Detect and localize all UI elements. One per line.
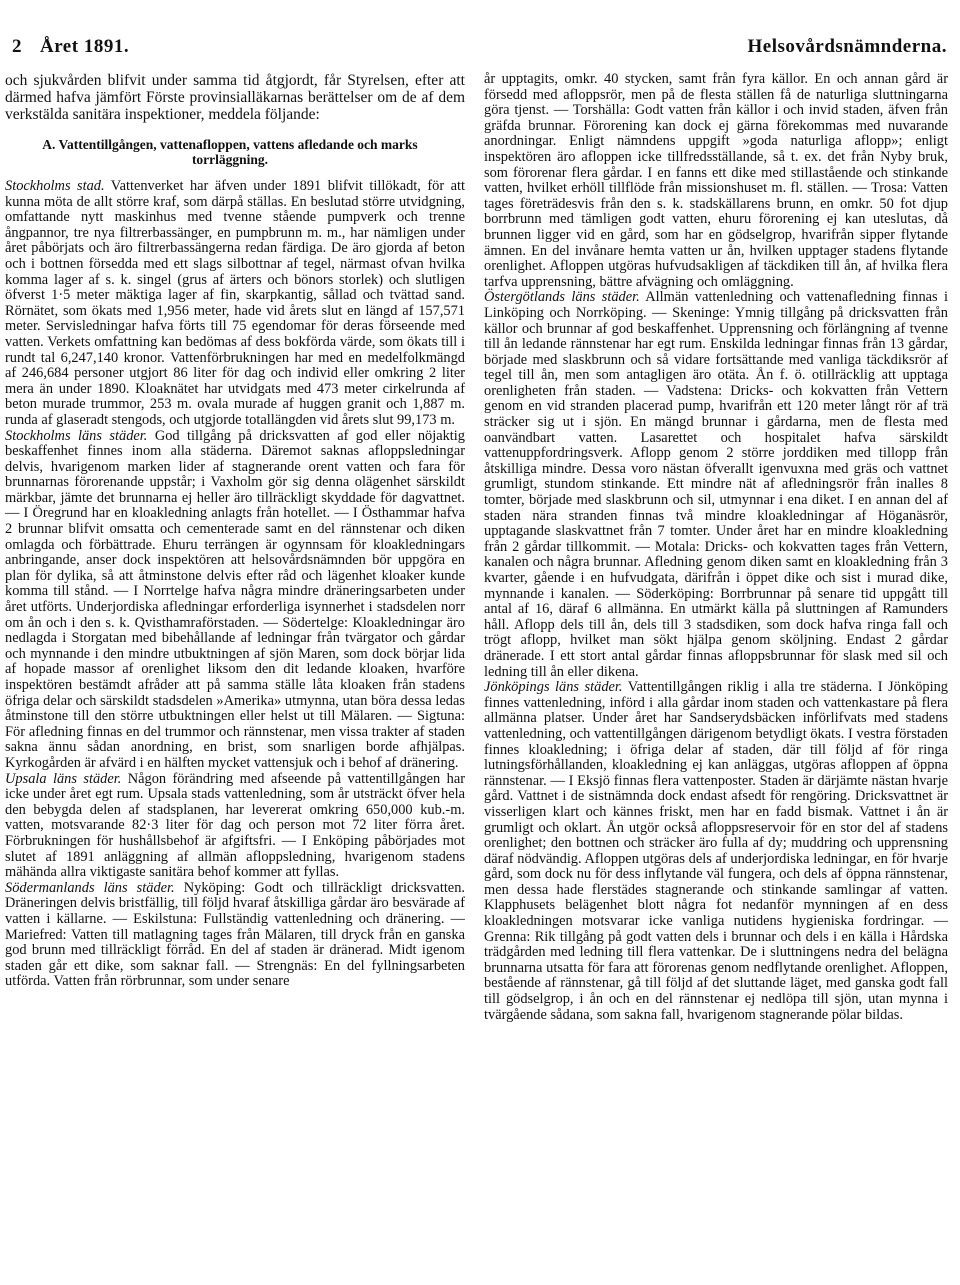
- paragraph-body: Nyköping: Godt och tillräckligt dricksvatten. Dräneringen delvis bristfällig, till följd hvaraf åtskilliga gårdar äro besvärade af vatten i källarne. — Eskilstuna: Fullständig vattenledning och dränering. — Mariefred: Vatten till matlagning tages från Mälaren, till dryck från en ganska god brunn med tillräckligt förråd. En del af staden är dränerad. Midt igenom staden går ett dike, som saknar fall. — Strengnäs: En del fyllningsarbeten utförda. Vatten från rörbrunnar, som under senare: [5, 879, 465, 990]
- paragraph-sodermanlands-lan: [5, 881, 465, 990]
- paragraph-title: Stockholms läns städer.: [5, 427, 148, 444]
- running-title-section: Helsovårdsnämnderna.: [747, 36, 947, 57]
- paragraph-title: Upsala läns städer.: [5, 770, 122, 787]
- paragraph-upsala-lan: [5, 772, 465, 881]
- paragraph-jonkopings-lan: [484, 680, 948, 1023]
- running-title-year: Året 1891.: [40, 36, 130, 57]
- paragraph-stockholms-lan: [5, 429, 465, 772]
- paragraph-body: Någon förändring med afseende på vattentillgången har icke under året egt rum. Upsala stads vattenledning, som år utsträckt öfver hela den bebygda delen af stadsplanen, har levererat omkring 650,000 kub.-m. vatten, motsvarande 82·3 liter för dag och person mot 72 liter förra året. Förbrukningen för hushållsbehof är afgiftsfri. — I Enköping påbörjades mot slutet af 1891 anläggning af allmän afloppsledning, hvarigenom stadens mähända allra viktigaste sanitära behof kommer att fyllas.: [5, 770, 465, 881]
- paragraph-body: Allmän vattenledning och vattenafledning finnas i Linköping och Norrköping. — Skeninge: Ymnig tillgång på dricksvatten från källor och brunnar af god beskaffenhet. Upprensning och förlängning af tvenne till ån ledande rännstenar har egt rum. Enskilda ledningar finnas från 13 gårdar, började med slaskbrunn och så vidare fortsättande med vanliga täckdiksrör af tegel till ån, men som antagligen äro otäta. Ån f. ö. otillräcklig att upptaga orenligheten från staden. — Vadstena: Dricks- och kokvatten från Vettern genom en vid stranden placerad pump, hvarifrån ett 120 meter långt rör af trä sträcker sig ut i sjön. En mängd brunnar i gårdarna, men de flesta med oanvändbart vatten. Lasarettet och hospitalet hafva särskildt vattenuppfordringsverk. Aflopp genom 2 större jorddiken med tillopp från åtskilliga mindre. Dessa voro nästan öfverallt igenvuxna med gräs och vattnet grumligt, stundom stinkande. Ett mindre nät af afledningsrör från inalles 8 tomter, började med slaskbrunn och sil, utmynnar i ena diket. I en annan del af staden nära stranden finnas två mindre kloakledningar af Höganäsrör, upptagande slaskvattnet från 7 tomter. Under året har en mindre kloakledning från 2 gårdar tillkommit. — Motala: Dricks- och kokvatten tages från Vettern, kanalen och några brunnar. Afledning genom diken samt en kloakledning från 3 kvarter, gående i en hufvudgata, därifrån i öppet dike och sist i murad dike, mynnande i kanalen. — Söderköping: Borrbrunnar på senare tid uppgått till antal af 16, däraf 6 allmänna. En utmärkt källa på sluttningen af Ramunders håll. Aflopp dels till ån, dels till 3 stadsdiken, som dock hafva ringa fall och trögt aflopp, hvilket man sökt hjälpa genom sköljning. Endast 2 gårdar dränerade. I ett stort antal gårdar finnas afloppsbrunnar för slask med sil och ledning till ån eller dikena.: [484, 289, 948, 680]
- paragraph-stockholm: [5, 179, 465, 429]
- page-number: 2: [12, 36, 22, 57]
- section-heading: A. Vattentillgången, vattenafloppen, vattens afledande och marks torrläggning.: [42, 137, 418, 167]
- paragraph-ostergotlands-lan: [484, 290, 948, 680]
- left-column: [5, 72, 465, 1272]
- paragraph-body: Vattentillgången riklig i alla tre städerna. I Jönköping finnes vattenledning, införd i alla gårdar inom staden och vattenkastare på flera allmänna platser. Under året har Sandserydsbäcken införlifvats med stadens vattenledning, och vattentillgången därigenom betydligt ökats. I vestra förstaden finnes kloakledning; i öfriga delar af staden, där till följd af för ringa lutningsförhållanden, kloakledning ej kan anläggas, utgöras afloppen af öppna rännstenar. — I Eksjö finnas flera vattenposter. Staden är därjämte nästan hvarje gård. Vattnet i de sistnämnda dock endast afsedt för rengöring. Dricksvattnet är visserligen klart och kännes friskt, men har en fadd bismak. Vattnet i ån är grumligt och oklart. Ån utgör också afloppsreservoir för en stor del af stadens orenlighet; den bottnen och sträcker äro fulla af dy; muddring och upprensning däraf nödvändig. Afloppen utgöras dels af underjordiska ledningar, en för hvarje gård, som dock nu för dess inflytande väl fungera, och dels af öppna rännstenar, men dessa hade flerstädes stagnerande och stinkande samlingar af vatten. Klapphusets belägenhet blott några fot nedanför mynningen af en dess kloakledningen motsvarar icke vanliga nutidens hygieniska fordringar. — Grenna: Rik tillgång på godt vatten dels i brunnar och dels i en källa i Hårdska trädgården med ledning till flera vattenkar. De i sluttningens nedra del belägna brunnarna utsatta för fara att förorenas genom nedflytande orenlighet. Afloppen, bestående af rännstenar, gå till följd af det sluttande läget, med ganska godt fall till gödselgrop, i ån och en del rännstenar ej nedlöpa till sjön, utan mynna i tvärgående sådana, som sakna fall, hvarigenom stagnerande pölar bildas.: [484, 679, 948, 1023]
- right-column: [484, 72, 948, 1272]
- paragraph-body: God tillgång på dricksvatten af god eller nöjaktig beskaffenhet finnes inom alla städerna. Däremot saknas afloppsledningar delvis, hvarigenom marken lider af stagnerande orent vatten och fara för brunnarnas förorenande uppstår; i Vaxholm gör sig denna olägenhet särskildt märkbar, jämte det brunnarna ej heller äro tillräckligt skyddade för dagvattnet. — I Öregrund har en kloakledning anlagts från hotellet. — I Östhammar hafva 2 brunnar blifvit omsatta och cementerade samt en del rännstenar och diken omlagda och förbättrade. Ehuru terrängen är ogynnsam för kloakledningars anbringande, anser dock inspektören att helsovårdsnämnden bör uppgöra en plan för dylika, så att åtminstone delvis efter råd och lägenhet kloaker kunde komma till stånd. — I Norrtelge hafva några mindre dräneringsarbeten under året utförts. Underjordiska afledningar erforderliga isynnerhet i stadsdelen norr om ån och i den s. k. Qvisthamraförstaden. — Södertelge: Kloakledningar äro nedlagda i Storgatan med bibehållande af ledningar från tvärgator och gårdar och mynnande i den mindre utbuktningen af sjön Maren, som dock börjar lida af hopade massor af orenlighet liksom den dit ledande kloaken, hvarföre inspektören bestämdt afråder att på samma ställe låta kloaken från stadens öfriga delar och särskildt stadsdelen »Amerika» utmynna, utan böra dessa ledas åtminstone till den större utbuktningen eller helst ut till Mälaren. — Sigtuna: För afledning finnas en del trummor och rännstenar, men vissa trakter af staden sakna ännu sådan anordning, en brist, som snarligen borde afhjälpas. Kyrkogården är afvärd i en hälften mycket vattensjuk och i behof af dränering.: [5, 427, 465, 771]
- intro-paragraph: och sjukvården blifvit under samma tid åtgjordt, får Styrelsen, efter att därmed hafva jämfört Förste provinsialläkarnas berättelser om de af dem verkstälda sanitära inspektioner, meddela följande:: [5, 72, 465, 123]
- paragraph-title: Jönköpings läns städer.: [484, 679, 623, 696]
- paragraph-title: Stockholms stad.: [5, 178, 105, 194]
- paragraph-body: Vattenverket har äfven under 1891 blifvit tillökadt, för att kunna möta de allt större kraf, som därpå ställas. En beslutad större utvidgning, omfattande nytt maskinhus med tvenne stående pumpverk och trenne ångpannor, tre nya filtrerbassänger, en pumpbrunn m. m., har nämligen under året påbörjats och äro filtrerbassängerna redan färdiga. De äro gjorda af beton och i bottnen försedda med ett slags silbottnar af tegel, närmast ofvan hvilka komma lager af s. k. singel (grus af ärters och bönors storlek) och slutligen öfverst 1·5 meter mäktiga lager af fin, skarpkantig, sållad och tvättad sand. Rörnätet, som ökats med 1,956 meter, hade vid årets slut en längd af 157,571 meter. Servisledningar hafva förts till 75 egendomar för deras förseende med vatten. Verkets omfattning kan bedömas af dess bokförda värde, som ökats till i rundt tal 6,247,140 kronor. Vattenförbrukningen har med en medelfolkmängd af 246,684 personer utgjort 86 liter för dag och individ eller omkring 2 liter mera än under 1890. Kloaknätet har utvidgats med 473 meter cirkelrunda af beton murade trummor, 253 m. ovala murade af huggen granit och 1,887 m. runda af glaseradt stengods, och utgjorde totallängden vid årets slut 99,173 m.: [5, 178, 465, 428]
- paragraph-title: Södermanlands läns städer.: [5, 879, 175, 896]
- paragraph-sodermanland-continued: år upptagits, omkr. 40 stycken, samt från fyra källor. En och annan gård är försedd med afloppsrör, men på de flesta ställen få de naturliga sluttningarna göra tjenst. — Torshälla: Godt vatten från källor i och invid staden, äfven från gräfda brunnar. Förorening kan dock ej gärna förekommas med nuvarande anordningar. Enligt nämndens uppgift »goda naturliga aflopp»; enligt inspektören äro afloppen icke tillfredsställande, så t. ex. det från Nyby bruk, som förorenar flera gårdar. I en fanns ett dike med stillastående och stinkande vatten, hvilket erhöll tillflöde från missionshuset m. fl. ställen. — Trosa: Vatten tages företrädesvis från den s. k. stadskällarens brunn, en omkr. 50 fot djup borrbrunn med tämligen godt vatten, ehuru förorening ej kan uteslutas, då brunnen ligger vid en gård, som har en gödselgrop, hvarifrån sipper flytande ämnen. En del invånare hemta vatten ur ån, hvilken upptager stadens flytande orenlighet. Afloppen utgöras hufvudsakligen af täckdiken till ån, af hvilka flera tarfva upprensning, bättre afvägning och omläggning.: [484, 72, 948, 290]
- paragraph-title: Östergötlands läns städer.: [484, 289, 640, 306]
- page-header: [12, 36, 947, 58]
